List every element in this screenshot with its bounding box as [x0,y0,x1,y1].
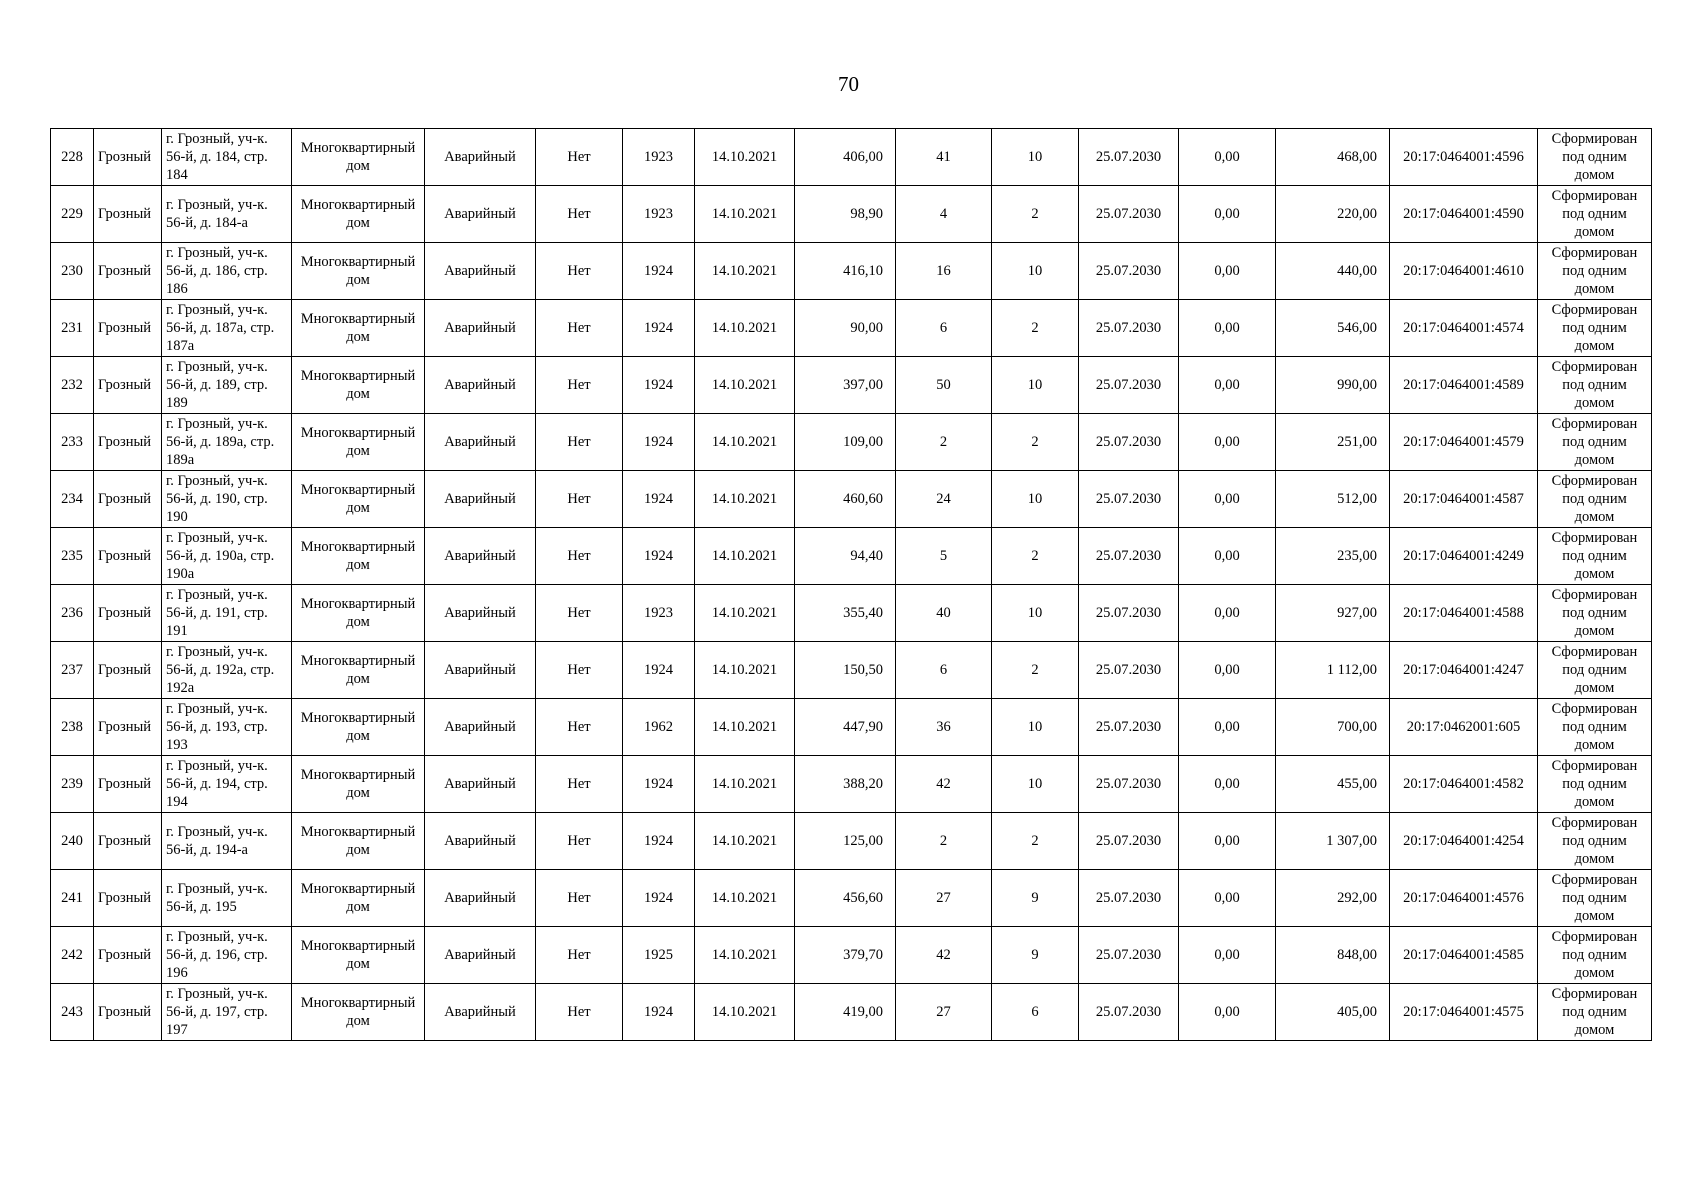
cell-value-1: 0,00 [1179,357,1276,414]
cell-cadastral-number: 20:17:0464001:4582 [1390,756,1538,813]
cell-units: 10 [992,357,1079,414]
cell-area: 388,20 [795,756,896,813]
cell-city: Грозный [94,870,162,927]
cell-flag: Нет [536,870,623,927]
table-row [51,870,1652,927]
cell-status: Аварийный [425,870,536,927]
cell-flag: Нет [536,585,623,642]
cell-deadline: 25.07.2030 [1079,243,1179,300]
cell-date: 14.10.2021 [695,699,795,756]
cell-residents: 27 [896,870,992,927]
cell-date: 14.10.2021 [695,300,795,357]
cell-value-2: 405,00 [1276,984,1390,1041]
cell-year: 1924 [623,870,695,927]
cell-deadline: 25.07.2030 [1079,870,1179,927]
cell-deadline: 25.07.2030 [1079,357,1179,414]
cell-date: 14.10.2021 [695,528,795,585]
cell-house-type: Многоквартирный дом [292,870,425,927]
cell-units: 2 [992,528,1079,585]
cell-deadline: 25.07.2030 [1079,528,1179,585]
cell-status: Аварийный [425,243,536,300]
cell-cadastral-number: 20:17:0464001:4254 [1390,813,1538,870]
cell-year: 1924 [623,471,695,528]
cell-date: 14.10.2021 [695,243,795,300]
cell-year: 1924 [623,756,695,813]
cell-value-2: 468,00 [1276,129,1390,186]
cell-note: Сформирован под одним домом [1538,642,1652,699]
cell-note: Сформирован под одним домом [1538,471,1652,528]
cell-city: Грозный [94,699,162,756]
cell-status: Аварийный [425,585,536,642]
cell-row-number: 232 [51,357,94,414]
cell-date: 14.10.2021 [695,642,795,699]
cell-area: 379,70 [795,927,896,984]
cell-deadline: 25.07.2030 [1079,756,1179,813]
cell-note: Сформирован под одним домом [1538,984,1652,1041]
cell-note: Сформирован под одним домом [1538,927,1652,984]
cell-units: 2 [992,642,1079,699]
cell-flag: Нет [536,813,623,870]
cell-cadastral-number: 20:17:0464001:4589 [1390,357,1538,414]
cell-residents: 5 [896,528,992,585]
cell-units: 2 [992,300,1079,357]
cell-area: 447,90 [795,699,896,756]
cell-city: Грозный [94,528,162,585]
cell-row-number: 242 [51,927,94,984]
cell-value-2: 1 307,00 [1276,813,1390,870]
cell-area: 406,00 [795,129,896,186]
cell-area: 355,40 [795,585,896,642]
cell-year: 1924 [623,528,695,585]
cell-residents: 2 [896,813,992,870]
cell-status: Аварийный [425,528,536,585]
cell-status: Аварийный [425,813,536,870]
cell-year: 1924 [623,984,695,1041]
cell-house-type: Многоквартирный дом [292,471,425,528]
cell-flag: Нет [536,243,623,300]
cell-residents: 4 [896,186,992,243]
cell-area: 416,10 [795,243,896,300]
cell-city: Грозный [94,414,162,471]
cell-year: 1923 [623,186,695,243]
cell-value-1: 0,00 [1179,300,1276,357]
cell-note: Сформирован под одним домом [1538,813,1652,870]
cell-house-type: Многоквартирный дом [292,984,425,1041]
cell-cadastral-number: 20:17:0464001:4249 [1390,528,1538,585]
cell-value-2: 700,00 [1276,699,1390,756]
cell-date: 14.10.2021 [695,813,795,870]
cell-residents: 6 [896,642,992,699]
cell-row-number: 236 [51,585,94,642]
cell-date: 14.10.2021 [695,756,795,813]
cell-address: г. Грозный, уч-к. 56-й, д. 186, стр. 186 [162,243,292,300]
cell-city: Грозный [94,243,162,300]
cell-note: Сформирован под одним домом [1538,243,1652,300]
cell-units: 10 [992,756,1079,813]
cell-units: 9 [992,870,1079,927]
cell-cadastral-number: 20:17:0464001:4588 [1390,585,1538,642]
cell-deadline: 25.07.2030 [1079,129,1179,186]
cell-deadline: 25.07.2030 [1079,699,1179,756]
cell-note: Сформирован под одним домом [1538,129,1652,186]
table-row [51,471,1652,528]
cell-year: 1925 [623,927,695,984]
cell-status: Аварийный [425,471,536,528]
cell-city: Грозный [94,300,162,357]
cell-flag: Нет [536,528,623,585]
cell-value-2: 546,00 [1276,300,1390,357]
cell-row-number: 233 [51,414,94,471]
cell-city: Грозный [94,186,162,243]
cell-year: 1923 [623,129,695,186]
cell-year: 1923 [623,585,695,642]
table-row [51,699,1652,756]
cell-residents: 42 [896,927,992,984]
cell-row-number: 237 [51,642,94,699]
cell-row-number: 241 [51,870,94,927]
cell-city: Грозный [94,471,162,528]
cell-address: г. Грозный, уч-к. 56-й, д. 197, стр. 197 [162,984,292,1041]
cell-area: 397,00 [795,357,896,414]
cell-deadline: 25.07.2030 [1079,642,1179,699]
cell-date: 14.10.2021 [695,585,795,642]
cell-row-number: 243 [51,984,94,1041]
cell-year: 1924 [623,642,695,699]
cell-area: 419,00 [795,984,896,1041]
cell-address: г. Грозный, уч-к. 56-й, д. 194, стр. 194 [162,756,292,813]
cell-date: 14.10.2021 [695,927,795,984]
cell-status: Аварийный [425,357,536,414]
cell-value-1: 0,00 [1179,471,1276,528]
cell-note: Сформирован под одним домом [1538,186,1652,243]
table-row [51,984,1652,1041]
cell-deadline: 25.07.2030 [1079,927,1179,984]
cell-note: Сформирован под одним домом [1538,414,1652,471]
cell-cadastral-number: 20:17:0464001:4596 [1390,129,1538,186]
cell-residents: 41 [896,129,992,186]
cell-residents: 16 [896,243,992,300]
cell-residents: 2 [896,414,992,471]
cell-cadastral-number: 20:17:0464001:4574 [1390,300,1538,357]
cell-note: Сформирован под одним домом [1538,300,1652,357]
cell-row-number: 239 [51,756,94,813]
cell-deadline: 25.07.2030 [1079,300,1179,357]
cell-year: 1924 [623,300,695,357]
cell-house-type: Многоквартирный дом [292,813,425,870]
cell-residents: 36 [896,699,992,756]
cell-city: Грозный [94,927,162,984]
cell-units: 6 [992,984,1079,1041]
cell-cadastral-number: 20:17:0464001:4576 [1390,870,1538,927]
cell-house-type: Многоквартирный дом [292,585,425,642]
cell-value-2: 235,00 [1276,528,1390,585]
cell-status: Аварийный [425,414,536,471]
cell-status: Аварийный [425,984,536,1041]
cell-residents: 24 [896,471,992,528]
cell-address: г. Грозный, уч-к. 56-й, д. 184-а [162,186,292,243]
cell-units: 2 [992,186,1079,243]
cell-flag: Нет [536,927,623,984]
cell-value-1: 0,00 [1179,813,1276,870]
cell-house-type: Многоквартирный дом [292,414,425,471]
cell-year: 1962 [623,699,695,756]
table-body [51,129,1652,1041]
cell-date: 14.10.2021 [695,984,795,1041]
cell-address: г. Грозный, уч-к. 56-й, д. 196, стр. 196 [162,927,292,984]
cell-area: 460,60 [795,471,896,528]
cell-house-type: Многоквартирный дом [292,300,425,357]
cell-date: 14.10.2021 [695,129,795,186]
cell-flag: Нет [536,984,623,1041]
cell-value-1: 0,00 [1179,129,1276,186]
cell-area: 456,60 [795,870,896,927]
cell-area: 98,90 [795,186,896,243]
cell-year: 1924 [623,414,695,471]
cell-date: 14.10.2021 [695,414,795,471]
cell-address: г. Грозный, уч-к. 56-й, д. 184, стр. 184 [162,129,292,186]
cell-flag: Нет [536,414,623,471]
cell-area: 150,50 [795,642,896,699]
cell-house-type: Многоквартирный дом [292,528,425,585]
cell-note: Сформирован под одним домом [1538,528,1652,585]
cell-row-number: 228 [51,129,94,186]
cell-value-2: 848,00 [1276,927,1390,984]
cell-address: г. Грозный, уч-к. 56-й, д. 192а, стр. 192а [162,642,292,699]
cell-house-type: Многоквартирный дом [292,357,425,414]
cell-year: 1924 [623,357,695,414]
cell-value-2: 220,00 [1276,186,1390,243]
cell-value-1: 0,00 [1179,243,1276,300]
cell-date: 14.10.2021 [695,186,795,243]
cell-year: 1924 [623,813,695,870]
cell-city: Грозный [94,756,162,813]
cell-value-1: 0,00 [1179,186,1276,243]
cell-value-1: 0,00 [1179,870,1276,927]
cell-house-type: Многоквартирный дом [292,927,425,984]
cell-deadline: 25.07.2030 [1079,984,1179,1041]
cell-deadline: 25.07.2030 [1079,813,1179,870]
cell-area: 125,00 [795,813,896,870]
table-row [51,243,1652,300]
cell-residents: 27 [896,984,992,1041]
cell-row-number: 230 [51,243,94,300]
cell-year: 1924 [623,243,695,300]
cell-status: Аварийный [425,129,536,186]
cell-cadastral-number: 20:17:0464001:4587 [1390,471,1538,528]
cell-row-number: 235 [51,528,94,585]
cell-address: г. Грозный, уч-к. 56-й, д. 191, стр. 191 [162,585,292,642]
table-row [51,528,1652,585]
cell-value-2: 455,00 [1276,756,1390,813]
cell-deadline: 25.07.2030 [1079,186,1179,243]
cell-address: г. Грозный, уч-к. 56-й, д. 194-а [162,813,292,870]
cell-value-1: 0,00 [1179,927,1276,984]
cell-status: Аварийный [425,927,536,984]
cell-residents: 42 [896,756,992,813]
housing-registry-table [50,128,1652,1041]
cell-city: Грозный [94,984,162,1041]
cell-cadastral-number: 20:17:0464001:4610 [1390,243,1538,300]
cell-deadline: 25.07.2030 [1079,414,1179,471]
cell-note: Сформирован под одним домом [1538,357,1652,414]
cell-row-number: 229 [51,186,94,243]
cell-value-2: 292,00 [1276,870,1390,927]
cell-value-2: 440,00 [1276,243,1390,300]
cell-flag: Нет [536,699,623,756]
cell-flag: Нет [536,642,623,699]
cell-area: 94,40 [795,528,896,585]
cell-row-number: 240 [51,813,94,870]
cell-city: Грозный [94,129,162,186]
cell-house-type: Многоквартирный дом [292,699,425,756]
cell-address: г. Грозный, уч-к. 56-й, д. 187а, стр. 187а [162,300,292,357]
table-row [51,414,1652,471]
cell-house-type: Многоквартирный дом [292,129,425,186]
cell-note: Сформирован под одним домом [1538,756,1652,813]
cell-city: Грозный [94,585,162,642]
cell-house-type: Многоквартирный дом [292,756,425,813]
cell-value-2: 990,00 [1276,357,1390,414]
cell-date: 14.10.2021 [695,357,795,414]
cell-date: 14.10.2021 [695,870,795,927]
cell-row-number: 238 [51,699,94,756]
cell-units: 2 [992,813,1079,870]
cell-city: Грозный [94,357,162,414]
cell-city: Грозный [94,813,162,870]
cell-units: 2 [992,414,1079,471]
cell-value-1: 0,00 [1179,528,1276,585]
cell-value-2: 1 112,00 [1276,642,1390,699]
cell-flag: Нет [536,129,623,186]
cell-note: Сформирован под одним домом [1538,585,1652,642]
cell-status: Аварийный [425,699,536,756]
cell-address: г. Грозный, уч-к. 56-й, д. 193, стр. 193 [162,699,292,756]
cell-address: г. Грозный, уч-к. 56-й, д. 189а, стр. 189а [162,414,292,471]
table-row [51,585,1652,642]
cell-house-type: Многоквартирный дом [292,243,425,300]
cell-cadastral-number: 20:17:0462001:605 [1390,699,1538,756]
cell-residents: 50 [896,357,992,414]
cell-city: Грозный [94,642,162,699]
cell-value-1: 0,00 [1179,699,1276,756]
cell-units: 10 [992,243,1079,300]
cell-status: Аварийный [425,186,536,243]
table-row [51,186,1652,243]
cell-flag: Нет [536,357,623,414]
cell-flag: Нет [536,471,623,528]
cell-status: Аварийный [425,300,536,357]
cell-value-2: 927,00 [1276,585,1390,642]
cell-row-number: 234 [51,471,94,528]
cell-address: г. Грозный, уч-к. 56-й, д. 190а, стр. 190а [162,528,292,585]
cell-cadastral-number: 20:17:0464001:4585 [1390,927,1538,984]
cell-cadastral-number: 20:17:0464001:4247 [1390,642,1538,699]
cell-note: Сформирован под одним домом [1538,699,1652,756]
cell-value-1: 0,00 [1179,414,1276,471]
cell-cadastral-number: 20:17:0464001:4579 [1390,414,1538,471]
cell-deadline: 25.07.2030 [1079,471,1179,528]
cell-flag: Нет [536,300,623,357]
table-row [51,300,1652,357]
cell-flag: Нет [536,756,623,813]
cell-address: г. Грозный, уч-к. 56-й, д. 189, стр. 189 [162,357,292,414]
cell-status: Аварийный [425,642,536,699]
table-row [51,642,1652,699]
page-number: 70 [838,72,859,96]
cell-units: 10 [992,129,1079,186]
cell-residents: 6 [896,300,992,357]
cell-value-2: 512,00 [1276,471,1390,528]
cell-house-type: Многоквартирный дом [292,642,425,699]
cell-row-number: 231 [51,300,94,357]
cell-area: 90,00 [795,300,896,357]
cell-value-1: 0,00 [1179,984,1276,1041]
cell-value-1: 0,00 [1179,756,1276,813]
cell-cadastral-number: 20:17:0464001:4590 [1390,186,1538,243]
cell-cadastral-number: 20:17:0464001:4575 [1390,984,1538,1041]
table-row [51,813,1652,870]
cell-units: 9 [992,927,1079,984]
cell-address: г. Грозный, уч-к. 56-й, д. 190, стр. 190 [162,471,292,528]
cell-value-1: 0,00 [1179,642,1276,699]
table-row [51,129,1652,186]
cell-note: Сформирован под одним домом [1538,870,1652,927]
cell-flag: Нет [536,186,623,243]
cell-date: 14.10.2021 [695,471,795,528]
cell-units: 10 [992,585,1079,642]
cell-residents: 40 [896,585,992,642]
cell-area: 109,00 [795,414,896,471]
cell-value-2: 251,00 [1276,414,1390,471]
cell-address: г. Грозный, уч-к. 56-й, д. 195 [162,870,292,927]
cell-units: 10 [992,699,1079,756]
cell-units: 10 [992,471,1079,528]
table-row [51,927,1652,984]
table-row [51,756,1652,813]
cell-deadline: 25.07.2030 [1079,585,1179,642]
cell-value-1: 0,00 [1179,585,1276,642]
table-row [51,357,1652,414]
cell-house-type: Многоквартирный дом [292,186,425,243]
cell-status: Аварийный [425,756,536,813]
